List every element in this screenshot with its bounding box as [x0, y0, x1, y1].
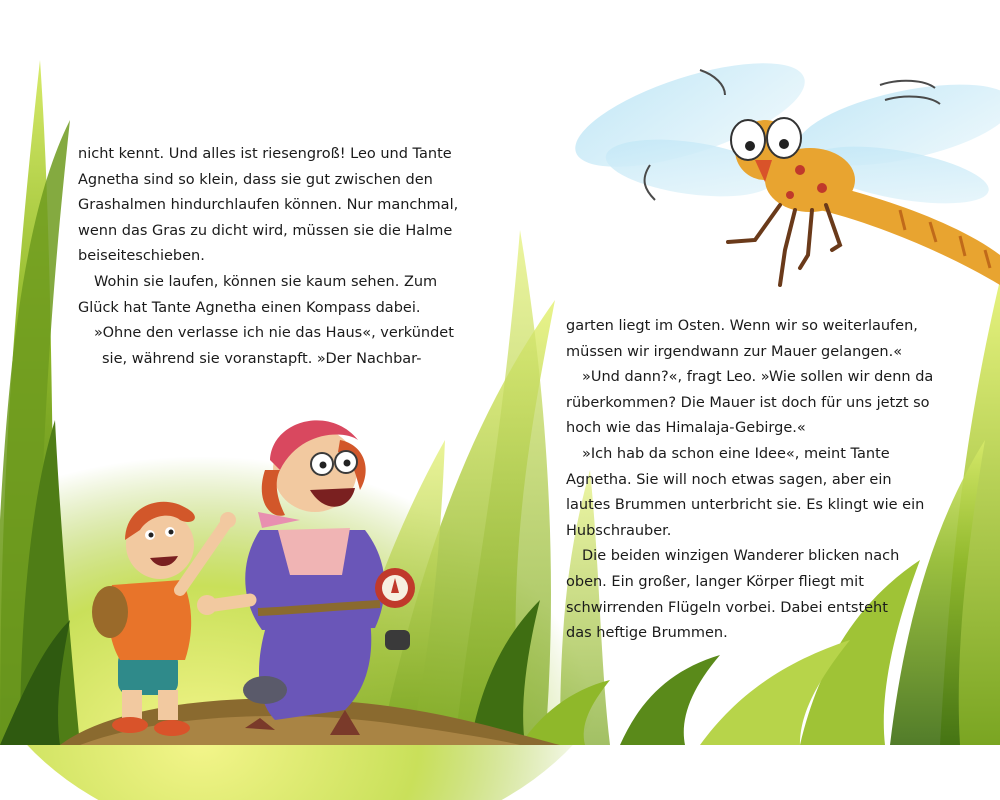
text-line: Wohin sie laufen, können sie kaum sehen. Zum [94, 273, 438, 290]
text-line: das heftige Brummen. [566, 625, 728, 642]
text-line: sie, während sie voranstapft. »Der Nachbar- [102, 350, 422, 367]
text-line: »Ich hab da schon eine Idee«, meint Tante [582, 445, 890, 462]
text-line: schwirrenden Flügeln vorbei. Dabei entsteht [566, 599, 888, 616]
text-line: beiseiteschieben. [78, 248, 205, 265]
text-line: Grashalmen hindurchlaufen können. Nur manchmal, [78, 197, 459, 214]
text-line: müssen wir irgendwann zur Mauer gelangen.« [566, 343, 903, 360]
text-line: wenn das Gras zu dicht wird, müssen sie die Halme [78, 222, 453, 239]
dragonfly-figure [564, 42, 1000, 285]
text-line: lautes Brummen unterbricht sie. Es klingt wie ein [566, 497, 925, 514]
text-line: Glück hat Tante Agnetha einen Kompass dabei. [78, 299, 421, 316]
text-line: Hubschrauber. [566, 522, 672, 539]
text-line: nicht kennt. Und alles ist riesengroß! Leo und Tante [78, 146, 452, 162]
text-line: garten liegt im Osten. Wenn wir so weiterlaufen, [566, 318, 918, 334]
text-line: Die beiden winzigen Wanderer blicken nach [582, 548, 900, 565]
text-line: Agnetha. Sie will noch etwas sagen, aber ein [566, 471, 892, 488]
right-page-text [566, 314, 933, 647]
text-line: »Und dann?«, fragt Leo. »Wie sollen wir denn da [582, 369, 934, 386]
text-line: »Ohne den verlasse ich nie das Haus«, verkündet [94, 325, 454, 342]
text-line: rüberkommen? Die Mauer ist doch für uns jetzt so [566, 394, 930, 411]
text-line: oben. Ein großer, langer Körper fliegt mit [566, 573, 864, 590]
left-page-text [78, 142, 458, 372]
grass-left-edge [0, 60, 80, 745]
text-line: Agnetha sind so klein, dass sie gut zwischen den [78, 171, 433, 188]
text-line: hoch wie das Himalaja-Gebirge.« [566, 420, 806, 437]
